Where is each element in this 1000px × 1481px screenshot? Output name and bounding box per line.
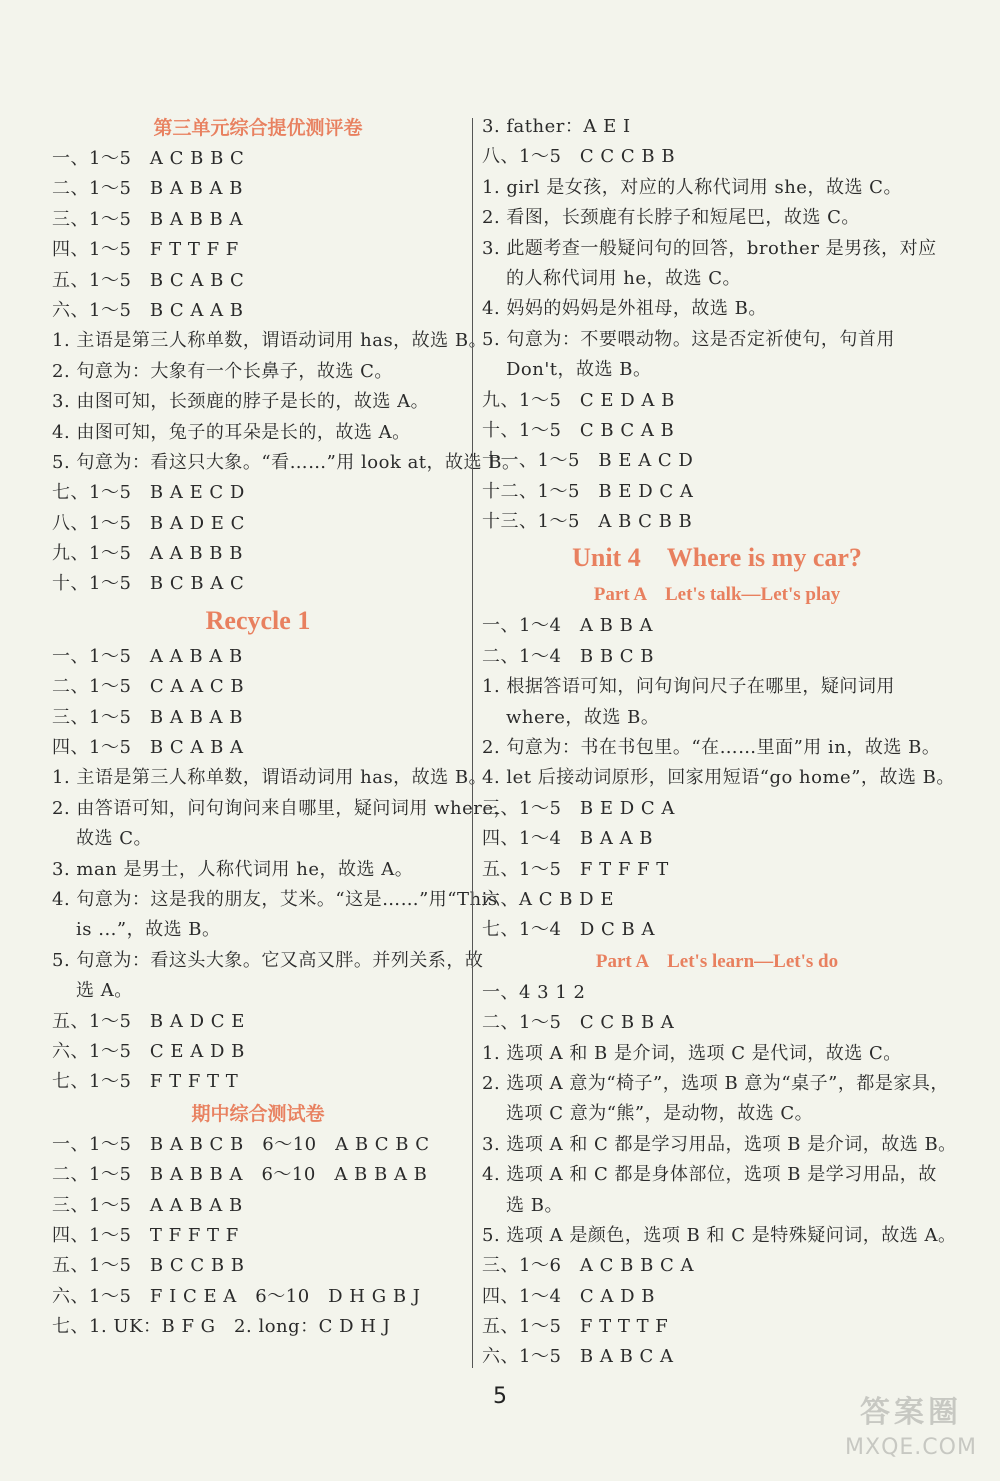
answer-line: 九、1～5 C E D A B [482, 389, 675, 411]
answer-line: 十、1～5 B C B A C [52, 573, 245, 595]
answer-line: 1. girl 是女孩，对应的人称代词用 she，故选 C。 [482, 176, 902, 198]
answer-line: 六、1～5 F I C E A 6～10 D H G B J [52, 1285, 421, 1307]
answer-line: 十一、1～5 B E A C D [482, 450, 694, 472]
answer-line: 十、1～5 C B C A B [482, 419, 675, 441]
answer-line: 六、A C B D E [482, 888, 614, 910]
answer-line: 三、1～5 B E D C A [482, 797, 675, 819]
answer-line: 的人称代词用 he，故选 C。 [506, 267, 741, 289]
answer-line: 3. man 是男士，人称代词用 he，故选 A。 [52, 858, 414, 880]
answer-line: 七、1～5 B A E C D [52, 482, 245, 504]
answer-line: 五、1～5 F T T T F [482, 1316, 669, 1338]
section-heading: 期中综合测试卷 [191, 1102, 325, 1125]
answer-line: 一、1～5 B A B C B 6～10 A B C B C [52, 1133, 430, 1155]
left-column [52, 112, 521, 1342]
answer-line: 4. 妈妈的妈妈是外祖母，故选 B。 [482, 298, 767, 320]
answer-line: 1. 主语是第三人称单数，谓语动词用 has，故选 B。 [52, 330, 488, 352]
answer-line: 2. 看图，长颈鹿有长脖子和短尾巴，故选 C。 [482, 207, 860, 229]
answer-line: 二、1～5 B A B A B [52, 178, 243, 200]
answer-line: 一、4 3 1 2 [482, 981, 586, 1003]
answer-line: 三、1～5 A A B A B [52, 1194, 243, 1216]
answer-line: 5. 句意为：看这只大象。“看……”用 look at，故选 B。 [52, 451, 521, 473]
unit-heading: Recycle 1 [205, 605, 311, 635]
answer-line: 二、1～4 B B C B [482, 645, 655, 667]
answer-line: 1. 主语是第三人称单数，谓语动词用 has，故选 B。 [52, 767, 488, 789]
page-number: 5 [493, 1384, 507, 1409]
answer-line: where，故选 B。 [506, 706, 660, 728]
answer-line: 七、1～5 F T F T T [52, 1071, 239, 1093]
answer-line: 3. 选项 A 和 C 都是学习用品，选项 B 是介词，故选 B。 [482, 1133, 957, 1155]
answer-line: 五、1～5 B A D C E [52, 1010, 245, 1032]
answer-line: 选 A。 [76, 980, 133, 1002]
answer-line: 一、1～4 A B B A [482, 615, 654, 637]
part-heading: Part A Let's learn—Let's do [595, 950, 839, 972]
answer-line: 2. 选项 A 意为“椅子”，选项 B 意为“桌子”，都是家具， [482, 1072, 949, 1094]
watermark-title: 答案圈 [860, 1395, 962, 1430]
answer-line: 1. 选项 A 和 B 是介词，选项 C 是代词，故选 C。 [482, 1042, 902, 1064]
answer-line: 3. 此题考查一般疑问句的回答，brother 是男孩，对应 [482, 237, 937, 259]
answer-line: 4. 选项 A 和 C 都是身体部位，选项 B 是学习用品，故 [482, 1164, 937, 1186]
answer-line: 一、1～5 A C B B C [52, 148, 245, 169]
answer-line: 2. 由答语可知，问句询问来自哪里，疑问词用 where， [52, 797, 513, 819]
answer-line: 三、1～5 B A B B A [52, 208, 243, 230]
answer-line: 2. 句意为：大象有一个长鼻子，故选 C。 [52, 360, 393, 382]
answer-line: 5. 选项 A 是颜色，选项 B 和 C 是特殊疑问词，故选 A。 [482, 1224, 957, 1246]
answer-line: 二、1～5 B A B B A 6～10 A B B A B [52, 1164, 428, 1186]
answer-line: 故选 C。 [76, 828, 152, 850]
answer-line: 五、1～5 B C A B C [52, 269, 245, 291]
answer-line: 二、1～5 C A A C B [52, 676, 245, 698]
answer-line: 3. 由图可知，长颈鹿的脖子是长的，故选 A。 [52, 391, 430, 413]
answer-line: Don't，故选 B。 [506, 359, 652, 381]
answer-line: 十三、1～5 A B C B B [482, 511, 693, 533]
answer-line: 六、1～5 C E A D B [52, 1040, 245, 1062]
answer-line: 三、1～6 A C B B C A [482, 1255, 695, 1277]
answer-line: 2. 句意为：书在书包里。“在……里面”用 in，故选 B。 [482, 737, 941, 759]
answer-line: 四、1～5 T F F T F [52, 1224, 239, 1246]
answer-line: 4. 句意为：这是我的朋友，艾米。“这是……”用“This [52, 888, 498, 910]
answer-line: 4. 由图可知，兔子的耳朵是长的，故选 A。 [52, 421, 411, 443]
watermark-url: MXQE.COM [845, 1435, 977, 1460]
answer-line: 选项 C 意为“熊”，是动物，故选 C。 [506, 1103, 814, 1125]
answer-line: 一、1～5 A A B A B [52, 645, 243, 667]
answer-line: 1. 根据答语可知，问句询问尺子在哪里，疑问词用 [482, 676, 895, 698]
answer-line: 五、1～5 F T F F T [482, 858, 669, 880]
column-divider [472, 118, 473, 1368]
answer-line: 七、1～4 D C B A [482, 919, 655, 941]
answer-line: 八、1～5 C C C B B [482, 146, 676, 168]
answer-line: 选 B。 [506, 1194, 563, 1216]
answer-line: 二、1～5 C C B B A [482, 1012, 675, 1034]
answer-line: 六、1～5 B C A A B [52, 299, 244, 321]
answer-line: 五、1～5 B C C B B [52, 1255, 245, 1277]
watermark-logo [836, 1393, 986, 1471]
answer-line: 3. father：A E I [482, 116, 631, 137]
answer-line: 四、1～5 F T T F F [52, 239, 239, 261]
answer-line: 十二、1～5 B E D C A [482, 480, 694, 502]
answer-line: 5. 句意为：不要喂动物。这是否定祈使句，句首用 [482, 328, 895, 350]
unit-heading: Unit 4 Where is my car? [572, 543, 862, 573]
part-heading: Part A Let's talk—Let's play [593, 584, 841, 606]
answer-line: is ...”，故选 B。 [76, 919, 221, 941]
right-column [482, 112, 957, 1373]
answer-line: 六、1～5 B A B C A [482, 1346, 674, 1368]
answer-line: 四、1～5 B C A B A [52, 737, 244, 759]
section-heading: 第三单元综合提优测评卷 [153, 117, 363, 139]
answer-line: 四、1～4 C A D B [482, 1285, 655, 1307]
answer-line: 八、1～5 B A D E C [52, 512, 245, 534]
answer-line: 四、1～4 B A A B [482, 828, 654, 850]
answer-line: 七、1. UK：B F G 2. long：C D H J [52, 1316, 391, 1338]
answer-line: 三、1～5 B A B A B [52, 706, 243, 728]
answer-line: 4. let 后接动词原形，回家用短语“go home”，故选 B。 [482, 767, 955, 789]
answer-line: 5. 句意为：看这头大象。它又高又胖。并列关系，故 [52, 949, 484, 971]
answer-line: 九、1～5 A A B B B [52, 543, 243, 565]
